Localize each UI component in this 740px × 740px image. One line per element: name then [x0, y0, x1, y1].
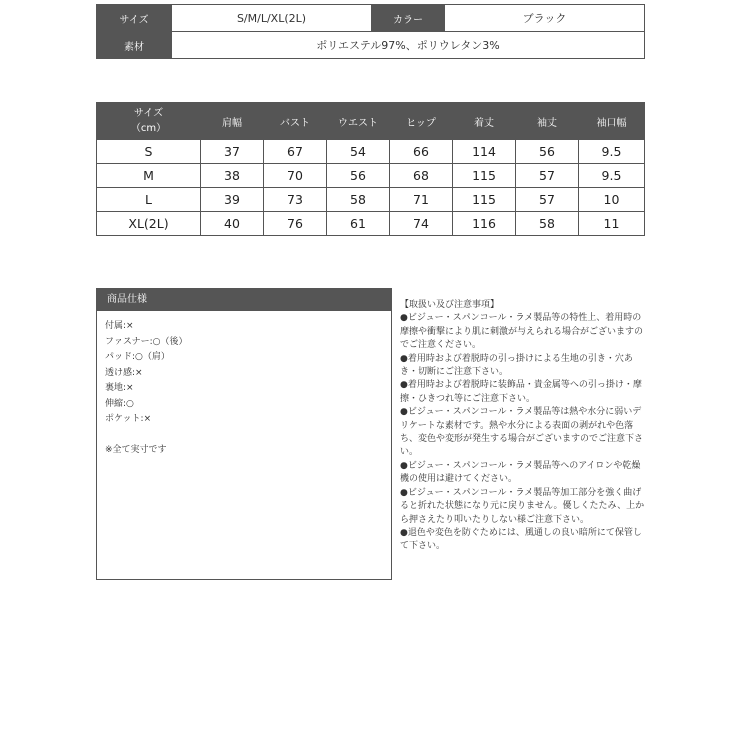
table-cell: 39	[201, 188, 264, 212]
table-row	[97, 140, 645, 164]
table-cell: 114	[453, 140, 516, 164]
column-header: ヒップ	[390, 103, 453, 140]
care-note: ●着用時および着脱時に装飾品・貴金属等への引っ掛け・摩擦・ひきつれ等にご注意下さい。	[400, 380, 642, 404]
column-header: 着丈	[453, 103, 516, 140]
table-cell: 61	[327, 212, 390, 236]
color-label: カラー	[372, 5, 445, 32]
table-cell: 9.5	[579, 164, 645, 188]
spec-title: 商品仕様	[97, 289, 391, 311]
product-info-table	[96, 4, 645, 59]
spec-item: 透け感:×	[105, 367, 143, 378]
size-unit-header	[97, 103, 201, 140]
column-header: バスト	[264, 103, 327, 140]
spec-item: 裏地:×	[105, 383, 134, 393]
row-size-label: S	[97, 140, 201, 164]
size-header-label: サイズ	[133, 108, 164, 119]
table-cell: 38	[201, 164, 264, 188]
column-header: 袖丈	[516, 103, 579, 140]
spec-list	[97, 311, 391, 428]
material-value: ポリエステル97%、ポリウレタン3%	[172, 32, 645, 59]
table-row	[97, 212, 645, 236]
spec-item: ファスナー:○（後）	[105, 336, 188, 347]
care-title: 【取扱い及び注意事項】	[400, 300, 500, 310]
row-size-label: L	[97, 188, 201, 212]
size-table-header-row	[97, 103, 645, 140]
table-cell: 70	[264, 164, 327, 188]
care-note: ●着用時および着脱時の引っ掛けによる生地の引き・穴あき・切断にご注意下さい。	[400, 353, 633, 378]
measurement-note: ※全て実寸です	[105, 444, 167, 455]
table-cell: 115	[453, 188, 516, 212]
care-note: ●ビジュー・スパンコール・ラメ製品等の特性上、着用時の摩擦や衝撃により肌に刺激が与えられる場合がございますのでご注意ください。	[400, 313, 644, 351]
table-cell: 56	[516, 140, 579, 164]
table-cell: 10	[579, 188, 645, 212]
table-row	[97, 164, 645, 188]
table-cell: 40	[201, 212, 264, 236]
row-size-label: XL(2L)	[97, 212, 201, 236]
spec-item: ポケット:×	[105, 414, 152, 424]
spec-item: パッド:○（肩）	[105, 352, 170, 362]
care-note: ●退色や変色を防ぐためには、風通しの良い暗所にて保管して下さい。	[400, 527, 642, 552]
spec-item: 付属:×	[105, 321, 134, 331]
table-cell: 54	[327, 140, 390, 164]
table-cell: 116	[453, 212, 516, 236]
care-instructions	[400, 299, 646, 554]
size-value: S/M/L/XL(2L)	[172, 5, 372, 32]
table-cell: 68	[390, 164, 453, 188]
table-cell: 58	[516, 212, 579, 236]
table-cell: 67	[264, 140, 327, 164]
table-cell: 56	[327, 164, 390, 188]
table-cell: 57	[516, 188, 579, 212]
care-note: ●ビジュー・スパンコール・ラメ製品等へのアイロンや乾燥機の使用は避けてください。	[400, 460, 641, 485]
table-cell: 76	[264, 212, 327, 236]
table-cell: 11	[579, 212, 645, 236]
table-cell: 73	[264, 188, 327, 212]
info-row-material	[97, 32, 645, 59]
table-cell: 71	[390, 188, 453, 212]
spec-item: 伸縮:○	[105, 398, 134, 409]
column-header: ウエスト	[327, 103, 390, 140]
info-row-size-color	[97, 5, 645, 32]
row-size-label: M	[97, 164, 201, 188]
material-label: 素材	[97, 32, 172, 59]
care-note: ●ビジュー・スパンコール・ラメ製品等加工部分を強く曲げると折れた状態になり元に戻りません。優しくたたみ、上から押さえたり叩いたりしない様ご注意下さい。	[400, 487, 645, 525]
product-spec-box	[96, 288, 392, 580]
table-cell: 9.5	[579, 140, 645, 164]
color-value: ブラック	[445, 5, 645, 32]
table-cell: 74	[390, 212, 453, 236]
table-row	[97, 188, 645, 212]
column-header: 肩幅	[201, 103, 264, 140]
unit-label: （cm）	[130, 123, 167, 134]
column-header: 袖口幅	[579, 103, 645, 140]
table-cell: 115	[453, 164, 516, 188]
size-label: サイズ	[97, 5, 172, 32]
care-note: ●ビジュー・スパンコール・ラメ製品等は熱や水分に弱いデリケートな素材です。熱や水分による表面の剥がれや色落ち、変色や変形が発生する場合がございますのでご注意下さい。	[400, 407, 644, 458]
table-cell: 37	[201, 140, 264, 164]
table-cell: 57	[516, 164, 579, 188]
size-chart-table	[96, 102, 645, 236]
table-cell: 66	[390, 140, 453, 164]
table-cell: 58	[327, 188, 390, 212]
